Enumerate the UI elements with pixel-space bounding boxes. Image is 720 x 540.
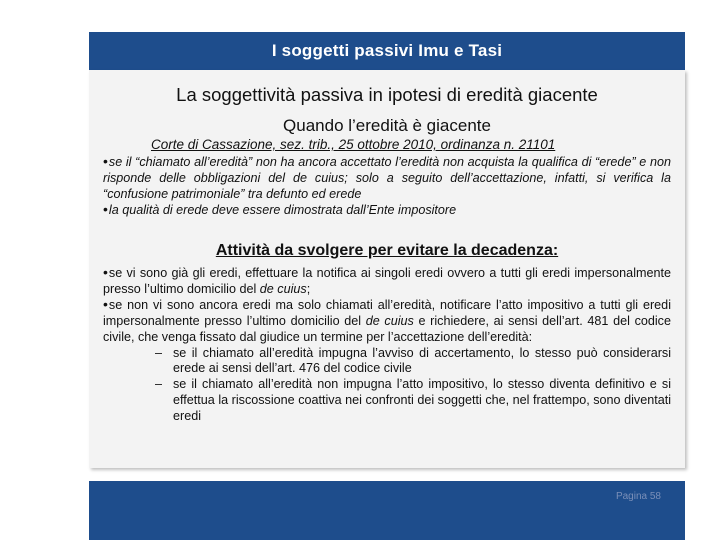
- subheading: Quando l’eredità è giacente: [283, 116, 491, 135]
- bullet-text-italic: de cuius: [259, 281, 307, 296]
- activity-list: [103, 266, 671, 425]
- list-item: [103, 295, 671, 346]
- bullet-text: ;: [306, 281, 311, 296]
- bullet-text: e richiedere, ai sensi dell’art. 481 del codice civile, che venga fissato dal giudice un termine per l’accettazione dell’eredità:: [103, 313, 671, 344]
- main-heading: La soggettività passiva in ipotesi di eredità giacente: [176, 84, 598, 105]
- list-item: [103, 200, 671, 219]
- bullet-icon: •: [103, 200, 108, 217]
- content-panel: [89, 70, 685, 468]
- bullet-text: la qualità di erede deve essere dimostrata dall’Ente impositore: [108, 202, 457, 217]
- list-item: [103, 266, 671, 298]
- bullet-text: se non vi sono ancora eredi ma solo chiamati all’eredità, notificare l’atto impositivo a tutti gli eredi impersonalmente presso l’ultimo domicilio del: [103, 297, 671, 328]
- top-bullet-list: [103, 155, 671, 219]
- dash-icon: –: [155, 377, 163, 392]
- page-number: Pagina 58: [615, 491, 661, 502]
- bullet-icon: •: [103, 264, 108, 280]
- bullet-text-italic: de cuius: [365, 313, 414, 328]
- section-title: Attività da svolgere per evitare la decadenza:: [215, 242, 559, 259]
- slide-title: I soggetti passivi Imu e Tasi: [271, 41, 503, 60]
- sub-list-item: [103, 377, 671, 425]
- sub-item-text: se il chiamato all’eredità impugna l’avviso di accertamento, lo stesso può considerarsi erede ai sensi dell’art. 476 del codice civile: [173, 345, 671, 376]
- list-item: [103, 155, 671, 203]
- bullet-text: se vi sono già gli eredi, effettuare la notifica ai singoli eredi ovvero a tutti gli eredi impersonalmente presso l’ultimo domicilio del: [103, 266, 671, 296]
- bullet-icon: •: [103, 295, 108, 312]
- header-bar: [89, 32, 685, 70]
- sub-list-item: [103, 346, 671, 378]
- bullet-icon: •: [103, 153, 108, 169]
- court-citation: Corte di Cassazione, sez. trib., 25 ottobre 2010, ordinanza n. 21101: [151, 137, 556, 152]
- dash-icon: –: [155, 345, 163, 360]
- footer-bar: [89, 481, 685, 540]
- sub-item-text: se il chiamato all’eredità non impugna l’atto impositivo, lo stesso diventa definitivo e si effettua la riscossione coattiva nei confronti dei soggetti che, nel frattempo, sono diventati eredi: [173, 377, 671, 424]
- bullet-text: se il “chiamato all’eredità” non ha ancora accettato l’eredità non acquista la qualifica di “erede” e non risponde delle obbligazioni del de cuius; solo a seguito dell’accettazione, infatti, si verifica la “confusione patrimoniale” tra defunto ed erede: [103, 155, 671, 201]
